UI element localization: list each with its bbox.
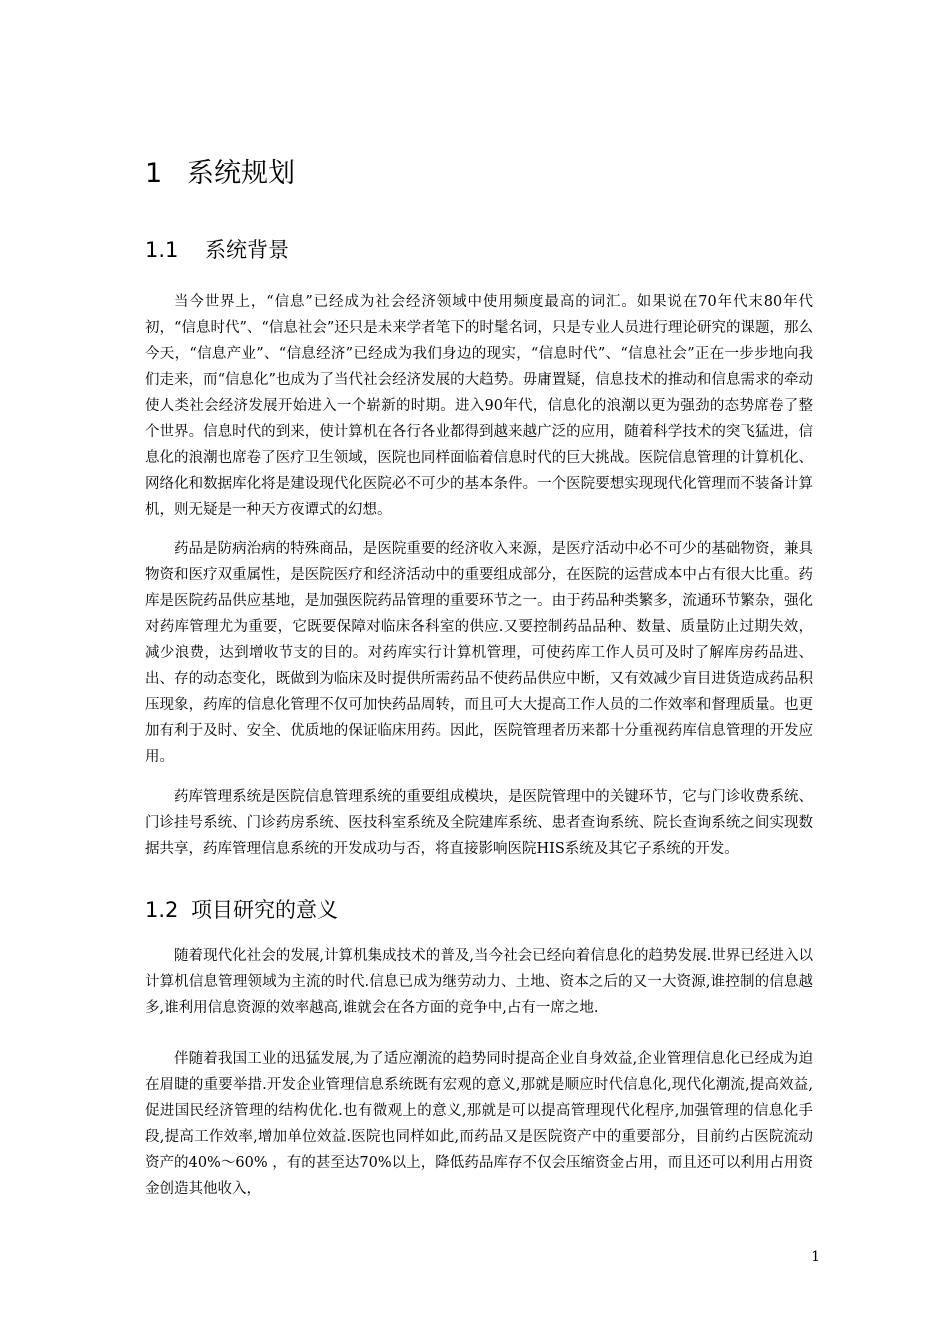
paragraph: 药品是防病治病的特殊商品，是医院重要的经济收入来源，是医疗活动中必不可少的基础物资，兼具物资和医疗双重属性，是医院医疗和经济活动中的重要组成部分，在医院的运营成本中占有很大比重。药库是医院药品供应基地，是加强医院药品管理的重要环节之一。由于药品种类繁多，流通环节繁杂，强化对药库管理尤为重要，它既要保障对临床各科室的供应.又要控制药品品种、数量、质量防止过期失效，减少浪费，达到增收节支的目的。对药库实行计算机管理，可使药库工作人员可及时了解库房药品进、出、存的动态变化，既做到为临床及时提供所需药品不使药品供应中断，又有效减少盲目进货造成药品积压现象，药库的信息化管理不仅可加快药品周转，而且可大大提高工作人员的二作效率和督理质量。也更加有利于及时、安全、优质地的保证临床用药。因此，医院管理者历来都十分重视药库信息管理的开发应用。 bbox=[145, 541, 813, 765]
paragraph: 随着现代化社会的发展,计算机集成技术的普及,当今社会已经向着信息化的趋势发展.世界已经进入以计算机信息管理领域为主流的时代.信息已成为继劳动力、土地、资本之后的又一大资源,谁控制的信息越多,谁利用信息资源的效率越高,谁就会在各方面的竞争中,占有一席之地. bbox=[145, 948, 813, 1016]
section-title: 系统背景 bbox=[205, 238, 289, 262]
chapter-heading bbox=[145, 150, 295, 198]
paragraph: 药库管理系统是医院信息管理系统的重要组成模块，是医院管理中的关键环节，它与门诊收费系统、门诊挂号系统、门诊药房系统、医技科室系统及全院建库系统、患者查询系统、院长查询系统之间实现数据共享，药库管理信息系统的开发成功与否，将直接影响医院HIS系统及其它子系统的开发。 bbox=[145, 789, 813, 857]
page-number: 1 bbox=[811, 1249, 820, 1265]
paragraph: 伴随着我国工业的迅猛发展,为了适应潮流的趋势同时提高企业自身效益,企业管理信息化已经成为迫在眉睫的重要举措.开发企业管理信息系统既有宏观的意义,那就是顺应时代信息化,现代化潮流,提高效益,促进国民经济管理的结构优化.也有微观上的意义,那就是可以提高管理现代化程序,加强管理的信息化手段,提高工作效率,增加单位效益.医院也同样如此,而药品又是医院资产中的重要部分，目前约占医院流动资产的40%～60% ，有的甚至达70%以上，降低药品库存不仅会压缩资金占用，而且还可以利用占用资金创造其他收入， bbox=[145, 1051, 813, 1197]
section-number: 1.1 bbox=[145, 238, 179, 262]
section-number: 1.2 bbox=[145, 898, 179, 922]
chapter-number: 1 bbox=[145, 158, 163, 189]
section-title: 项目研究的意义 bbox=[191, 898, 338, 922]
chapter-title: 系统规划 bbox=[187, 158, 295, 189]
section-heading-1-2 bbox=[145, 893, 338, 927]
paragraph: 当今世界上，“信息”已经成为社会经济领域中使用频度最高的词汇。如果说在70年代末80年代初，“信息时代”、“信息社会”还只是未来学者笔下的时髦名词，只是专业人员进行理论研究的课题，那么今天，“信息产业”、“信息经济”已经成为我们身边的现实，“信息时代”、“信息社会”正在一步步地向我们走来，而“信息化”也成为了当代社会经济发展的大趋势。毋庸置疑，信息技术的推动和信息需求的牵动使人类社会经济发展开始进入一个崭新的时期。进入90年代，信息化的浪潮以更为强劲的态势席卷了整个世界。信息时代的到来，使计算机在各行各业都得到越来越广泛的应用，随着科学技术的突飞猛进，信息化的浪潮也席卷了医疗卫生领域，医院也同样面临着信息时代的巨大挑战。医院信息管理的计算机化、网络化和数据库化将是建设现代化医院必不可少的基本条件。一个医院要想实现现代化管理而不装备计算机，则无疑是一种天方夜谭式的幻想。 bbox=[145, 294, 813, 518]
section-heading-1-1 bbox=[145, 233, 289, 267]
